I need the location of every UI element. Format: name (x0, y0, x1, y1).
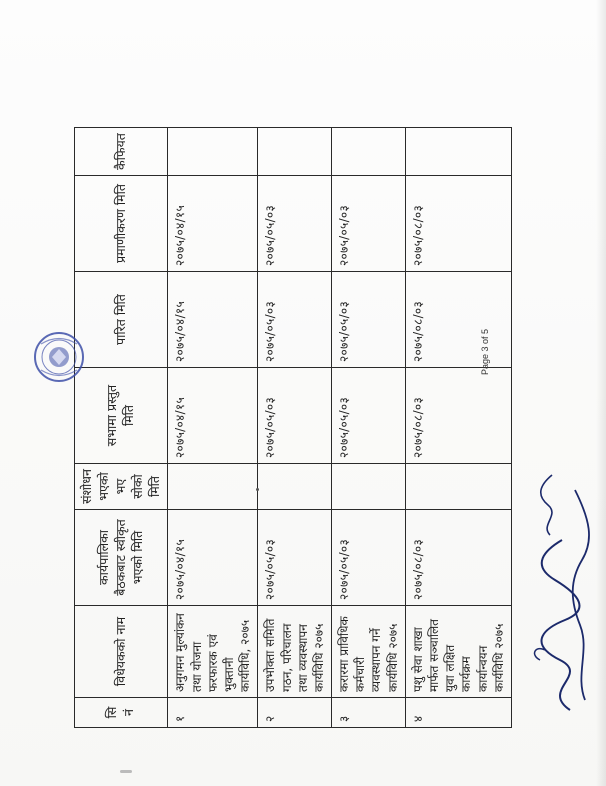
cell-auth: २०७५/०८/०३ (405, 176, 511, 272)
header-remarks: कैफियत (75, 128, 168, 176)
cell-auth: २०७५/०५/०३ (332, 176, 406, 272)
table-row (168, 128, 258, 728)
cell-auth: २०७५/०४/१५ (168, 176, 258, 272)
cell-remarks (168, 128, 258, 176)
cell-passed: २०७५/०८/०३ (405, 272, 511, 368)
cell-approved: २०७५/०५/०३ (258, 510, 332, 606)
header-approved: कार्यपालिका बैठकबाट स्वीकृत भएको मिति (75, 510, 168, 606)
cell-remarks (405, 128, 511, 176)
cell-presented: २०७५/०५/०३ (332, 368, 406, 464)
cell-amend (332, 464, 406, 510)
cell-name: पशु सेवा शाखा मार्फत सञ्चालित युवा लक्षित कार्यक्रम कार्यान्वयन कार्यविधि २०७५ (405, 606, 511, 698)
cell-presented: २०७५/०५/०३ (258, 368, 332, 464)
handwritten-signature-icon (520, 460, 600, 720)
cell-name: उपभोक्ता समिति गठन, परिचालन तथा व्यवस्थापन कार्यविधि २०७५ (258, 606, 332, 698)
table-row (405, 128, 511, 728)
official-seal-icon (32, 330, 86, 384)
cell-amend (168, 464, 258, 510)
cell-presented: २०७५/०८/०३ (405, 368, 511, 464)
cell-passed: २०७५/०४/१५ (168, 272, 258, 368)
header-passed: पारित मिति (75, 272, 168, 368)
cell-amend (405, 464, 511, 510)
page-number: Page 3 of 5 (480, 328, 490, 375)
header-auth: प्रमाणीकरण मिति (75, 176, 168, 272)
cell-approved: २०७५/०५/०३ (332, 510, 406, 606)
table-row (258, 128, 332, 728)
page-edge-shadow (596, 0, 606, 786)
cell-passed: २०७५/०५/०३ (258, 272, 332, 368)
cell-remarks (258, 128, 332, 176)
cell-name: करारमा प्राविधिक कर्मचारी व्यवस्थापन गर्ने कार्यविधि २०७५ (332, 606, 406, 698)
cell-remarks (332, 128, 406, 176)
register-table (74, 127, 512, 728)
header-presented: सभामा प्रस्तुत मिति (75, 368, 168, 464)
cell-name: अनुगमन मुल्यांकन तथा योजना फरफारक एवं भुक्तानी कार्यविधि, २०७५ (168, 606, 258, 698)
cell-sn: ३ (332, 698, 406, 728)
cell-approved: २०७५/०८/०३ (405, 510, 511, 606)
cell-amend (258, 464, 332, 510)
cell-auth: २०७५/०५/०३ (258, 176, 332, 272)
header-name: विधेयकको नाम (75, 606, 168, 698)
cell-sn: ४ (405, 698, 511, 728)
cell-presented: २०७५/०४/१५ (168, 368, 258, 464)
scan-speck (120, 770, 132, 773)
cell-sn: २ (258, 698, 332, 728)
header-amend: संशोधन भएको भए सोको मिति (75, 464, 168, 510)
scan-speck (256, 488, 259, 491)
table-row (332, 128, 406, 728)
cell-approved: २०७५/०४/१५ (168, 510, 258, 606)
cell-sn: १ (168, 698, 258, 728)
header-sn: सि नं (75, 698, 168, 728)
rotated-table-container (74, 128, 506, 728)
table-header-row (75, 128, 168, 728)
cell-passed: २०७५/०५/०३ (332, 272, 406, 368)
